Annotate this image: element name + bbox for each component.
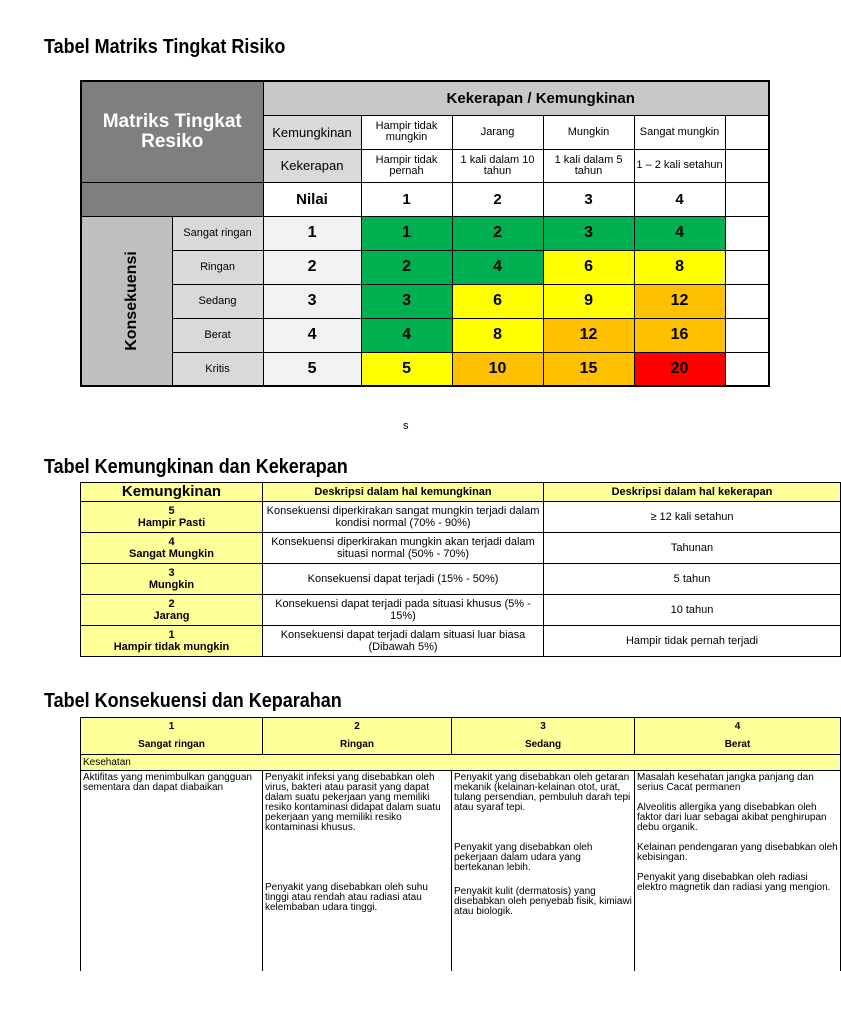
consequence-column (263, 771, 452, 971)
likelihood-table (80, 482, 841, 657)
matrix-heading: Tabel Matriks Tingkat Risiko (44, 36, 286, 58)
consequence-paragraph: Aktifitas yang menimbulkan gangguan sementara dan dapat diabaikan (83, 772, 252, 793)
likelihood-header: Deskripsi dalam hal kemungkinan (263, 483, 544, 502)
likelihood-level-name: Hampir tidak mungkin (113, 641, 230, 653)
risk-cell: 16 (634, 318, 725, 352)
likelihood-level-name: Sangat Mungkin (129, 548, 214, 560)
severity-label: Sedang (172, 284, 263, 318)
consequence-level-number: 2 (263, 718, 452, 736)
matrix-group-header: Kekerapan / Kemungkinan (263, 81, 769, 115)
likelihood-description: Konsekuensi diperkirakan mungkin akan terjadi dalam situasi normal (50% - 70%) (263, 533, 544, 564)
consequence-paragraph: Penyakit yang disebabkan oleh suhu tinggi atau rendah atau radiasi atau kelembaban udara tinggi. (265, 882, 428, 913)
konsekuensi-text: Konsekuensi (122, 250, 140, 351)
likelihood-header: Deskripsi dalam hal kekerapan (544, 483, 841, 502)
likelihood-level (81, 564, 263, 595)
consequence-paragraph: Penyakit yang disebabkan oleh pekerjaan dalam udara yang bertekanan lebih. (454, 842, 593, 873)
kekerapan-value: 1 kali dalam 10 tahun (452, 149, 543, 182)
risk-cell: 8 (634, 250, 725, 284)
consequence-column (635, 771, 841, 971)
likelihood-level (81, 533, 263, 564)
severity-label: Kritis (172, 352, 263, 386)
likelihood-frequency: Tahunan (544, 533, 841, 564)
kekerapan-value: Hampir tidak pernah (361, 149, 452, 182)
consequence-level-name: Berat (635, 736, 841, 755)
likelihood-description: Konsekuensi dapat terjadi (15% - 50%) (263, 564, 544, 595)
kemungkinan-value: Mungkin (543, 115, 634, 149)
risk-cell-overflow (725, 318, 769, 352)
consequence-paragraph: Masalah kesehatan jangka panjang dan serius Cacat permanen (637, 772, 814, 793)
risk-cell: 4 (361, 318, 452, 352)
likelihood-level-number: 1 (168, 629, 175, 641)
kekerapan-value: 1 – 2 kali setahun (634, 149, 725, 182)
nilai-value: 3 (543, 182, 634, 216)
kemungkinan-value: Hampir tidak mungkin (361, 115, 452, 149)
nilai-value: 1 (361, 182, 452, 216)
kemungkinan-label: Kemungkinan (263, 115, 361, 149)
consequence-paragraph: Kelainan pendengaran yang disebabkan oleh kebisingan. (637, 842, 838, 863)
likelihood-level-number: 4 (168, 536, 175, 548)
consequence-column (452, 771, 635, 971)
risk-cell: 4 (452, 250, 543, 284)
kemungkinan-value: Sangat mungkin (634, 115, 725, 149)
consequence-paragraph: Penyakit yang disebabkan oleh getaran mekanik (kelainan-kelainan otot, urat, tulang persendian, pembuluh darah tepi atau syaraf tepi. (454, 772, 631, 813)
severity-label: Ringan (172, 250, 263, 284)
likelihood-description: Konsekuensi diperkirakan sangat mungkin terjadi dalam kondisi normal (70% - 90%) (263, 502, 544, 533)
severity-value: 3 (263, 284, 361, 318)
kemungkinan-value-overflow (725, 115, 769, 149)
severity-value: 5 (263, 352, 361, 386)
consequence-level-name: Sedang (452, 736, 635, 755)
risk-cell: 1 (361, 216, 452, 250)
risk-cell: 20 (634, 352, 725, 386)
stray-text: s (403, 420, 409, 432)
risk-cell-overflow (725, 284, 769, 318)
consequence-heading: Tabel Konsekuensi dan Keparahan (44, 690, 342, 712)
risk-cell: 10 (452, 352, 543, 386)
risk-cell: 6 (452, 284, 543, 318)
risk-cell: 2 (361, 250, 452, 284)
consequence-paragraph: Penyakit infeksi yang disebabkan oleh virus, bakteri atau parasit yang dapat dalam suatu pekerjaan yang memiliki resiko kontaminasi didapat dalam suatu pekerjaan yang memiliki resiko kontaminasi khusus. (265, 772, 441, 833)
risk-matrix-container (80, 80, 726, 386)
consequence-table (80, 717, 841, 971)
risk-cell: 8 (452, 318, 543, 352)
risk-cell: 5 (361, 352, 452, 386)
likelihood-level (81, 502, 263, 533)
consequence-level-number: 1 (81, 718, 263, 736)
risk-cell: 6 (543, 250, 634, 284)
nilai-value: 2 (452, 182, 543, 216)
likelihood-level (81, 595, 263, 626)
consequence-category: Kesehatan (81, 755, 841, 771)
likelihood-level-name: Mungkin (148, 579, 195, 591)
nilai-value: 4 (634, 182, 725, 216)
risk-cell: 12 (543, 318, 634, 352)
likelihood-level-number: 5 (168, 505, 175, 517)
matrix-title: Matriks Tingkat Resiko (81, 81, 263, 182)
likelihood-level-number: 2 (168, 598, 175, 610)
risk-matrix-table (80, 80, 770, 387)
konsekuensi-side-label (81, 216, 172, 386)
consequence-paragraph: Alveolitis allergika yang disebabkan oleh faktor dari luar sebagai akibat penghirupan debu organik. (637, 802, 827, 833)
kekerapan-value-overflow (725, 149, 769, 182)
risk-cell: 4 (634, 216, 725, 250)
risk-cell: 9 (543, 284, 634, 318)
severity-label: Sangat ringan (172, 216, 263, 250)
consequence-level-number: 3 (452, 718, 635, 736)
kekerapan-label: Kekerapan (263, 149, 361, 182)
consequence-table-container (80, 717, 838, 977)
risk-cell: 3 (543, 216, 634, 250)
likelihood-level-number: 3 (168, 567, 175, 579)
likelihood-level-name: Jarang (153, 610, 190, 622)
severity-label: Berat (172, 318, 263, 352)
likelihood-level-name: Hampir Pasti (137, 517, 206, 529)
risk-cell-overflow (725, 250, 769, 284)
risk-cell: 3 (361, 284, 452, 318)
likelihood-header: Kemungkinan (81, 483, 263, 502)
likelihood-table-container (80, 482, 773, 658)
kemungkinan-value: Jarang (452, 115, 543, 149)
likelihood-frequency: 5 tahun (544, 564, 841, 595)
likelihood-frequency: ≥ 12 kali setahun (544, 502, 841, 533)
likelihood-frequency: Hampir tidak pernah terjadi (544, 626, 841, 657)
likelihood-description: Konsekuensi dapat terjadi dalam situasi luar biasa (Dibawah 5%) (263, 626, 544, 657)
severity-value: 1 (263, 216, 361, 250)
consequence-level-name: Ringan (263, 736, 452, 755)
likelihood-heading: Tabel Kemungkinan dan Kekerapan (44, 456, 348, 478)
consequence-paragraph: Penyakit kulit (dermatosis) yang disebabkan oleh penyebab fisik, kimiawi atau biologik. (454, 886, 632, 917)
nilai-value-overflow (725, 182, 769, 216)
likelihood-frequency: 10 tahun (544, 595, 841, 626)
severity-value: 4 (263, 318, 361, 352)
risk-cell: 2 (452, 216, 543, 250)
nilai-label: Nilai (263, 182, 361, 216)
kekerapan-value: 1 kali dalam 5 tahun (543, 149, 634, 182)
risk-cell-overflow (725, 352, 769, 386)
severity-value: 2 (263, 250, 361, 284)
matrix-title-spacer (81, 182, 263, 216)
risk-cell-overflow (725, 216, 769, 250)
consequence-column (81, 771, 263, 971)
risk-cell: 15 (543, 352, 634, 386)
consequence-level-name: Sangat ringan (81, 736, 263, 755)
consequence-paragraph: Penyakit yang disebabkan oleh radiasi elektro magnetik dan radiasi yang mengion. (637, 872, 831, 893)
consequence-level-number: 4 (635, 718, 841, 736)
risk-cell: 12 (634, 284, 725, 318)
likelihood-level (81, 626, 263, 657)
likelihood-description: Konsekuensi dapat terjadi pada situasi khusus (5% - 15%) (263, 595, 544, 626)
